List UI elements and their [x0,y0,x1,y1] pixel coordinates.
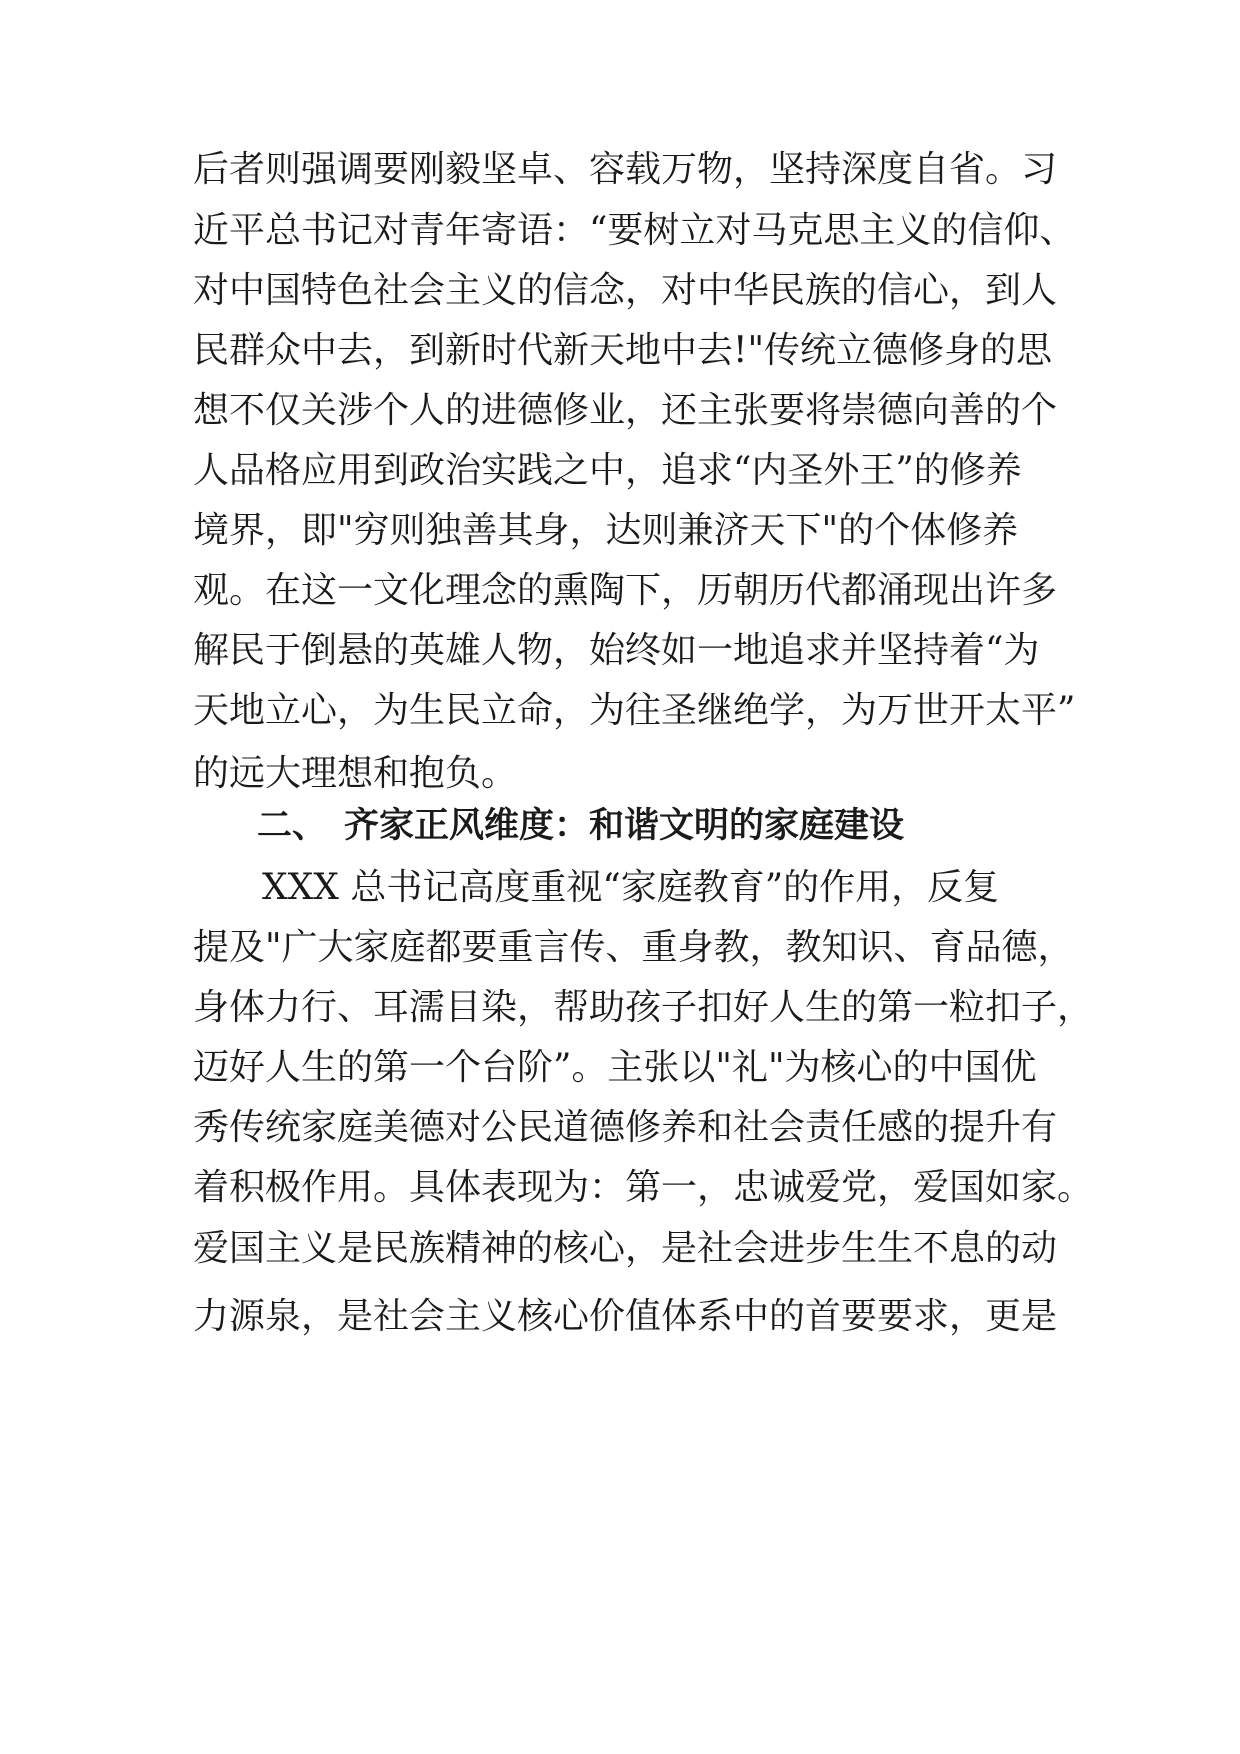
paragraph-line: 力源泉，是社会主义核心价值体系中的首要要求，更是 [193,1296,1058,1337]
paragraph-line: 解民于倒悬的英雄人物，始终如一地追求并坚持着“为 [193,630,1040,671]
paragraph-line: 后者则强调要刚毅坚卓、容载万物，坚持深度自省。习 [193,149,1058,190]
paragraph-line: 观。在这一文化理念的熏陶下，历朝历代都涌现出许多 [193,570,1058,611]
paragraph-line: 近平总书记对青年寄语：“要树立对马克思主义的信仰、 [193,210,1076,251]
section-number: 二、 [257,806,328,846]
paragraph-line: 迈好人生的第一个台阶”。主张以"礼"为核心的中国优 [193,1047,1037,1088]
paragraph-line: 想不仅关涉个人的进德修业，还主张要将崇德向善的个 [193,390,1058,431]
section-title: 齐家正风维度：和谐文明的家庭建设 [344,806,905,846]
paragraph-line: 对中国特色社会主义的信念，对中华民族的信心，到人 [193,270,1058,311]
paragraph-line: 天地立心，为生民立命，为往圣继绝学，为万世开太平” [193,690,1076,731]
paragraph-line: 爱国主义是民族精神的核心，是社会进步生生不息的动 [193,1228,1058,1269]
paragraph-line: 提及"广大家庭都要重言传、重身教，教知识、育品德， [193,927,1074,968]
paragraph-line: 的远大理想和抱负。 [193,753,518,794]
paragraph-line: 秀传统家庭美德对公民道德修养和社会责任感的提升有 [193,1107,1058,1148]
paragraph-line: 民群众中去，到新时代新天地中去!"传统立德修身的思 [193,330,1053,371]
paragraph-line: 着积极作用。具体表现为：第一，忠诚爱党，爱国如家。 [193,1167,1094,1208]
paragraph-line: 人品格应用到政治实践之中，追求“内圣外王”的修养 [193,450,1022,491]
paragraph-line: 身体力行、耳濡目染，帮助孩子扣好人生的第一粒扣子， [193,987,1094,1028]
paragraph-line: 境界，即"穷则独善其身，达则兼济天下"的个体修养 [193,510,1019,551]
paragraph-line: XXX 总书记高度重视“家庭教育”的作用，反复 [262,867,1000,908]
